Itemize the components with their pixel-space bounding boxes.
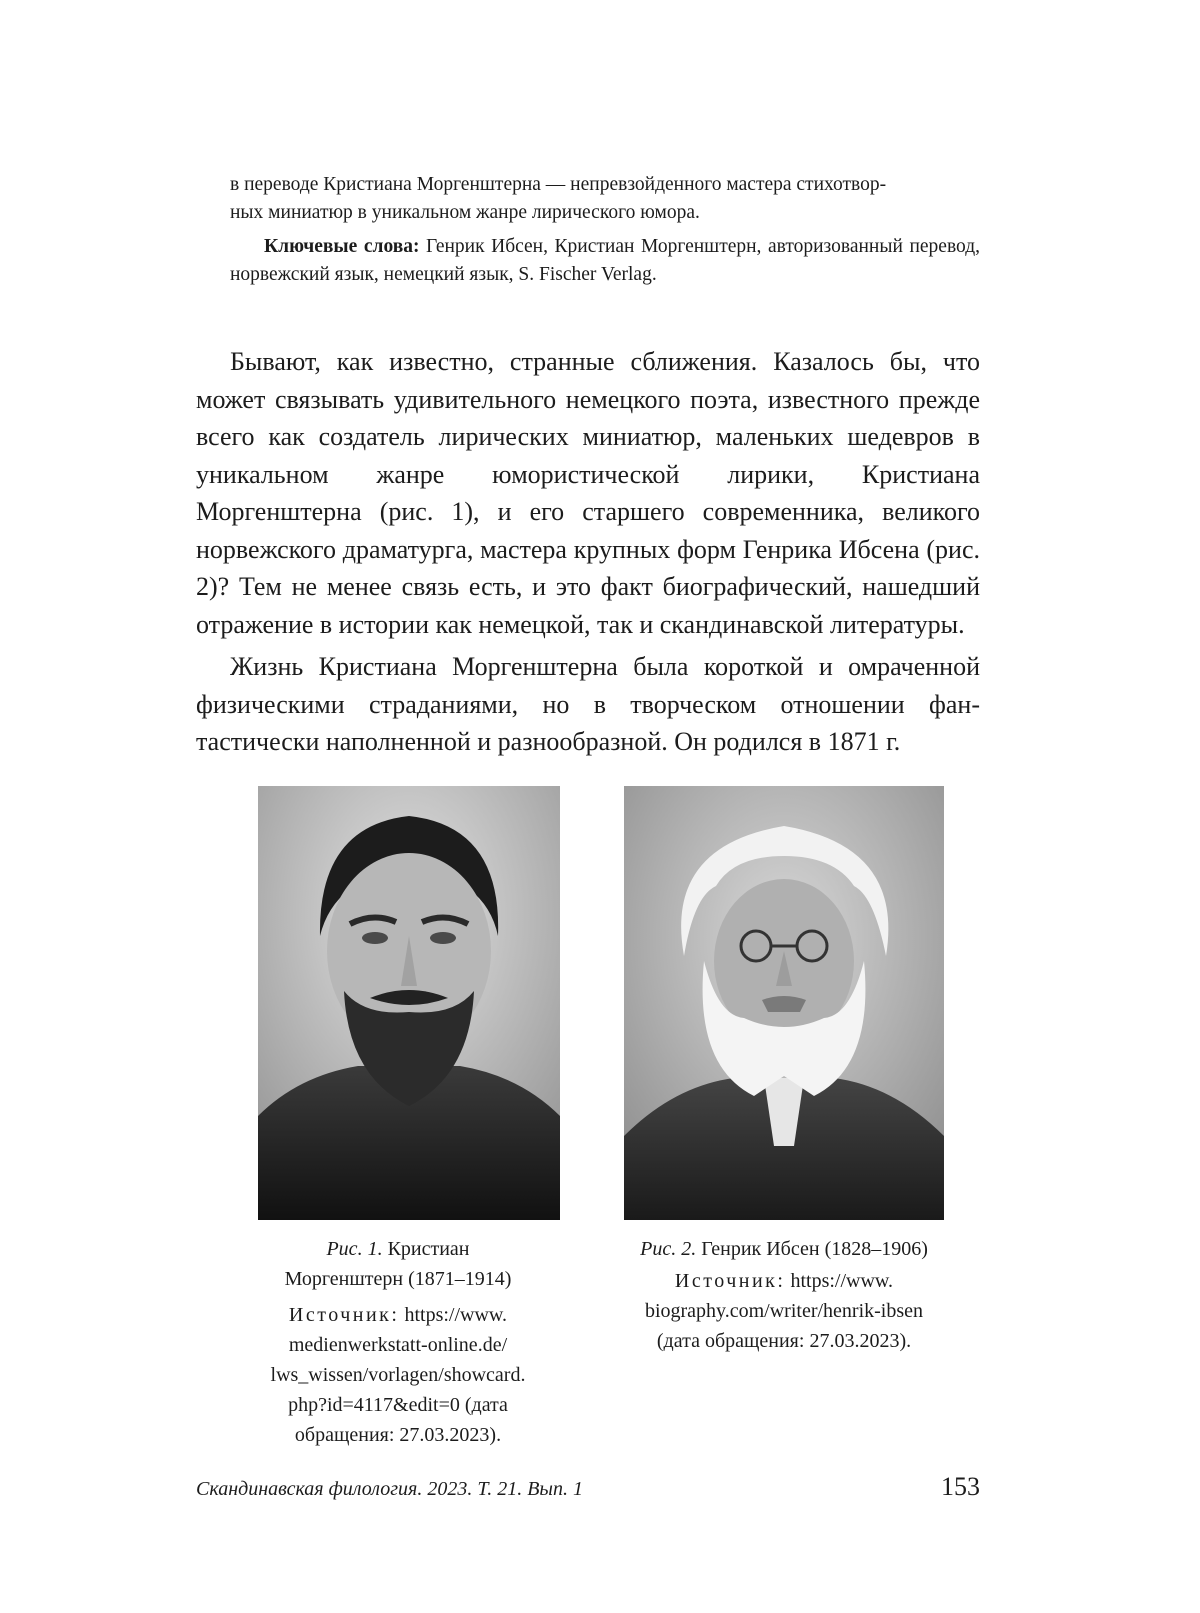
caption-source [602,1266,966,1296]
source-line: medienwerkstatt-online.de/ [288,1334,508,1356]
caption-title [602,1234,966,1264]
figure-label: Рис. 1. [326,1238,383,1260]
figure-label: Рис. 2. [640,1238,697,1260]
caption-title [248,1234,548,1264]
portrait-photo-ibsen [624,786,944,1220]
source-line: php?id=4117&edit=0 (дата [288,1394,508,1416]
figure-2 [624,786,944,1356]
page-number: 153 [941,1472,980,1501]
source-label: Источник: [288,1304,400,1326]
figure-1-caption [248,1234,548,1450]
source-line: lws_wissen/vorlagen/showcard. [270,1364,526,1386]
caption-source [248,1300,548,1330]
main-text [196,343,980,761]
keywords-text: Генрик Ибсен, Кристиан Моргенштерн, авторизованный перевод, норвежский язык, немецкий язык, S. Fischer Verlag. [230,236,981,285]
figure-2-caption [602,1234,966,1356]
caption-title-line: Кристиан [387,1238,470,1260]
source-line: (дата обращения: 27.03.2023). [656,1330,912,1352]
abstract [230,171,980,289]
caption-title-line: Генрик Ибсен (1828–1906) [701,1238,928,1260]
figure-1 [258,786,560,1450]
source-label: Источник: [674,1270,786,1292]
paragraph: Бывают, как известно, странные сближения. Казалось бы, что может связывать удивительного немецкого поэта, известного прежде всего как создатель лирических миниатюр, маленьких шедевров в уникальном жанре юмористической лирики, Кристиана Моргенштерна (рис. 1), и его старшего современника, великого норвежского драматурга, мастера крупных форм Генрика Ибсена (рис. 2)? Тем не менее связь есть, и это факт биографический, нашедший отражение в истории как немецкой, так и скандинавской литературы. [196,347,980,639]
keywords [230,233,980,289]
abstract-line: ных миниатюр в уникальном жанре лирического юмора. [230,202,700,223]
abstract-line: в переводе Кристиана Моргенштерна — непревзойденного мастера стихотвор- [230,174,887,195]
source-line: обращения: 27.03.2023). [294,1424,502,1446]
paragraph: Жизнь Кристиана Моргенштерна была короткой и омраченной физическими страданиями, но в творческом отношении фантастически наполненной и разнообразной. Он родился в 1871 г. [196,652,980,756]
caption-title-line: Моргенштерн (1871–1914) [284,1268,512,1290]
portrait-photo-morgenstern [258,786,560,1220]
source-line: https://www. [404,1304,508,1326]
running-footer-journal: Скандинавская филология. 2023. Т. 21. Вып. 1 [196,1478,583,1500]
source-line: https://www. [790,1270,894,1292]
source-line: biography.com/writer/henrik-ibsen [644,1300,924,1322]
keywords-label: Ключевые слова: [264,236,420,257]
